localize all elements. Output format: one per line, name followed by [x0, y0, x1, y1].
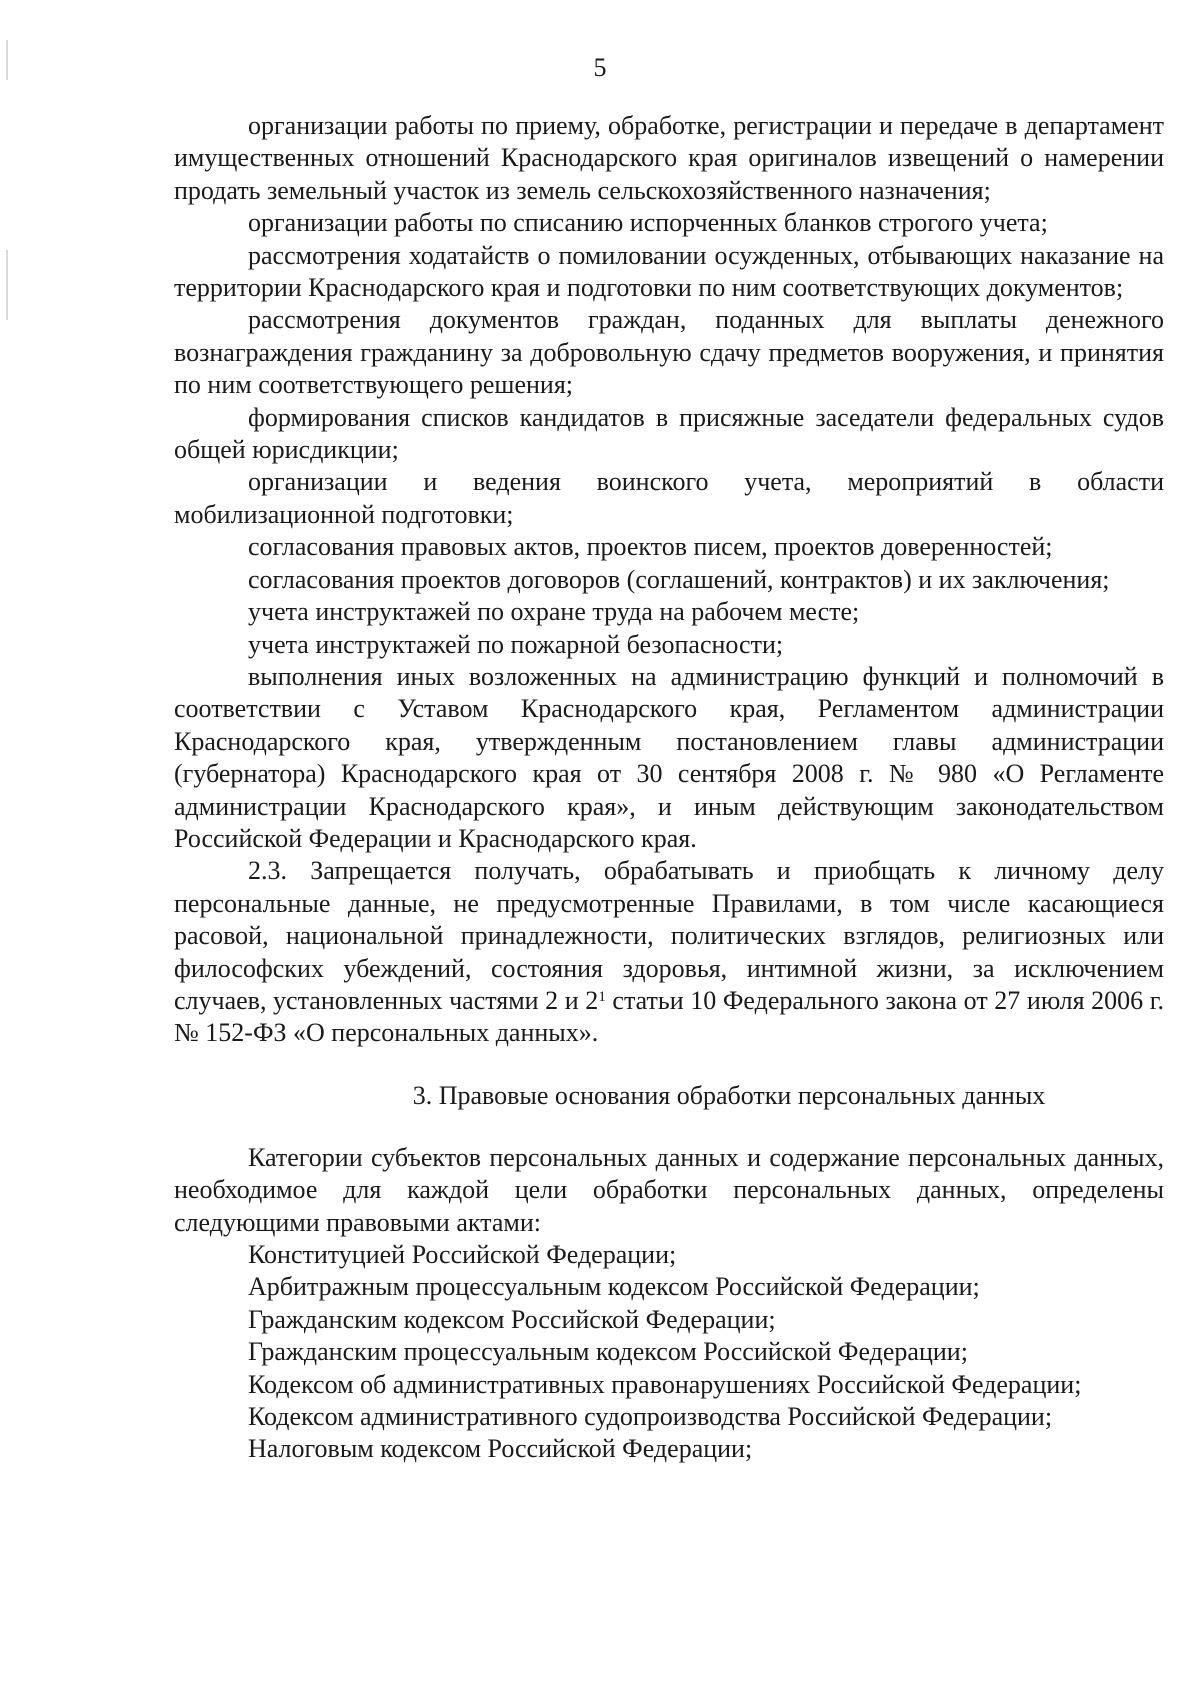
paragraph: согласования проектов договоров (соглашений, контрактов) и их заключения;	[248, 564, 1110, 594]
paragraph: организации работы по приему, обработке, регистрации и передаче в департамент имущественных отношений Краснодарского края оригиналов извещений о намерении продать земельный участок из земель сельскохозяйственного назначения;	[174, 111, 1164, 205]
paragraph: рассмотрения документов граждан, поданных для выплаты денежного вознаграждения гражданину за добровольную сдачу предметов вооружения, и принятия по ним соответствующего решения;	[174, 305, 1164, 400]
paragraph: рассмотрения ходатайств о помиловании осужденных, отбывающих наказание на территории Краснодарского края и подготовки по ним соответствующих документов;	[174, 240, 1164, 303]
clause-2-3-text: 2.3. Запрещается получать, обрабатывать и приобщать к личному делу персональные данные, не предусмотренные Правилами, в том числе касающиеся расовой, национальной принадлежности, политических взглядов, религиозных или философских убеждений, состояния здоровья, интимной жизни, за исключением случаев, установленных частями 2 и 2	[174, 856, 1164, 1015]
superscript: 1	[598, 988, 606, 1005]
paragraph: организации и ведения воинского учета, мероприятий в области мобилизационной подготовки;	[174, 467, 1164, 529]
clause-2-3-text-end: статьи 10 Федерального закона от 27 июля 2006 г. № 152-ФЗ «О персональных данных».	[174, 985, 1164, 1048]
page-number: 5	[593, 53, 607, 82]
paragraph: учета инструктажей по охране труда на рабочем месте;	[248, 597, 860, 627]
scan-edge-mark	[6, 250, 8, 320]
legal-act-item: Кодексом об административных правонарушениях Российской Федерации;	[248, 1369, 1082, 1399]
section-intro: Категории субъектов персональных данных и содержание персональных данных, необходимое для каждой цели обработки персональных данных, определены следующими правовыми актами:	[174, 1142, 1164, 1237]
legal-act-item: Конституцией Российской Федерации;	[248, 1240, 677, 1269]
section-heading: 3. Правовые основания обработки персональных данных	[412, 1080, 1046, 1110]
legal-act-item: Гражданским процессуальным кодексом Российской Федерации;	[248, 1337, 968, 1367]
paragraph: выполнения иных возложенных на администрацию функций и полномочий в соответствии с Уставом Краснодарского края, Регламентом администрации Краснодарского края, утвержденным постановлением главы администрации (губернатора) Краснодарского края от 30 сентября 2008 г. № 980 «О Регламенте администрации Краснодарского края», и иным действующим законодательством Российской Федерации и Краснодарского края.	[174, 661, 1164, 853]
paragraph: организации работы по списанию испорченных бланков строгого учета;	[248, 208, 1048, 238]
clause-2-3	[174, 855, 1164, 1049]
paragraph: согласования правовых актов, проектов писем, проектов доверенностей;	[248, 532, 1053, 562]
legal-act-item: Кодексом административного судопроизводства Российской Федерации;	[248, 1402, 1053, 1432]
paragraph: формирования списков кандидатов в присяжные заседатели федеральных судов общей юрисдикции;	[174, 402, 1164, 465]
legal-act-item: Гражданским кодексом Российской Федерации;	[248, 1304, 776, 1334]
document-body	[174, 110, 1164, 1466]
legal-act-item: Арбитражным процессуальным кодексом Российской Федерации;	[248, 1272, 980, 1302]
legal-act-item: Налоговым кодексом Российской Федерации;	[248, 1434, 753, 1464]
paragraph: учета инструктажей по пожарной безопасности;	[248, 629, 784, 659]
